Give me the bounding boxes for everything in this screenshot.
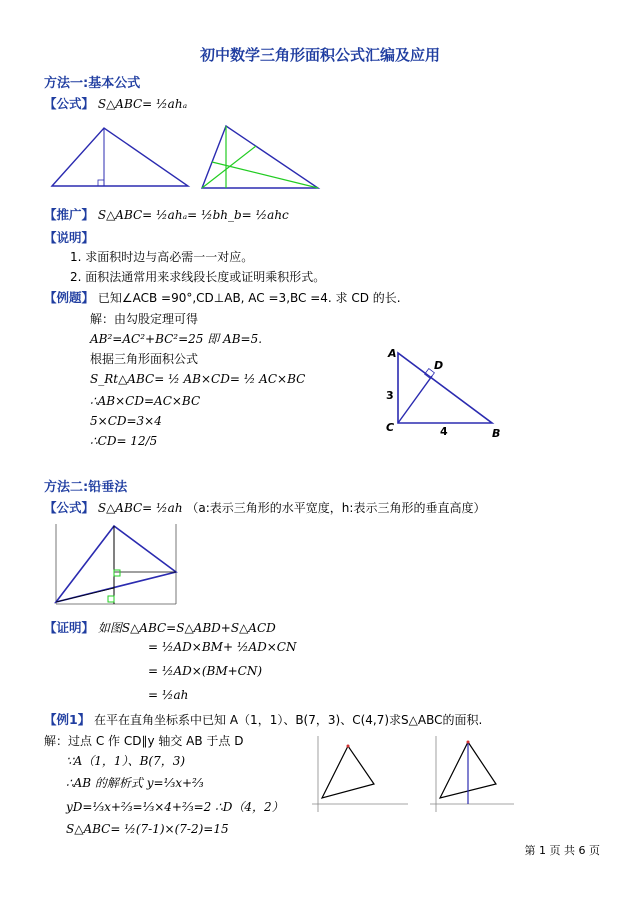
label-B: B bbox=[492, 427, 501, 440]
figure-vertical-method bbox=[48, 520, 188, 610]
note-item-2: 2. 面积法通常用来求线段长度或证明乘积形式。 bbox=[70, 270, 326, 284]
solution-line: 解：过点 C 作 CD∥y 轴交 AB 于点 D bbox=[44, 734, 244, 748]
solution-line: yD=⅓x+⅔=⅓×4+⅔=2 ∴D（4，2） bbox=[66, 800, 284, 814]
solution-line: 解：由勾股定理可得 bbox=[90, 312, 199, 326]
proof-line: = ½ah bbox=[148, 688, 189, 702]
proof-tag: 【证明】 bbox=[44, 620, 95, 635]
example-tag: 【例题】 bbox=[44, 290, 95, 305]
note-item-1: 1. 求面积时边与高必需一一对应。 bbox=[70, 250, 254, 264]
figure-three-heights bbox=[198, 122, 328, 197]
extension-tag: 【推广】 bbox=[44, 207, 95, 222]
method1-formula-row bbox=[44, 94, 187, 112]
solution-line: ∴AB×CD=AC×BC bbox=[90, 394, 201, 408]
method1-extension-row bbox=[44, 205, 289, 223]
example-text: 已知∠ACB =90°,CD⊥AB, AC =3,BC =4. 求 CD 的长. bbox=[97, 291, 401, 305]
solution-line: S△ABC= ½(7-1)×(7-2)=15 bbox=[66, 822, 229, 836]
figure-example-right-triangle bbox=[380, 345, 510, 440]
page-footer: 第 1 页 共 6 页 bbox=[524, 844, 600, 857]
method1-heading: 方法一:基本公式 bbox=[44, 76, 141, 91]
page-title: 初中数学三角形面积公式汇编及应用 bbox=[199, 46, 440, 64]
formula-text: S△ABC= ½ahₐ bbox=[97, 97, 188, 111]
label-A: A bbox=[388, 347, 397, 360]
formula-tag: 【公式】 bbox=[44, 96, 95, 111]
proof-line: 如图S△ABC=S△ABD+S△ACD bbox=[97, 621, 276, 635]
solution-line: 根据三角形面积公式 bbox=[90, 352, 199, 366]
method2-heading: 方法二:铅垂法 bbox=[44, 480, 128, 495]
proof-line: = ½AD×(BM+CN) bbox=[148, 664, 263, 678]
formula-tag: 【公式】 bbox=[44, 500, 95, 515]
solution-line: ∵A（1，1）、B(7，3) bbox=[66, 754, 186, 768]
formula-text: S△ABC= ½ah bbox=[97, 501, 183, 515]
label-D: D bbox=[434, 359, 444, 372]
solution-line: S_Rt△ABC= ½ AB×CD= ½ AC×BC bbox=[90, 372, 306, 386]
proof-line: = ½AD×BM+ ½AD×CN bbox=[148, 640, 297, 654]
label-C: C bbox=[386, 421, 395, 434]
label-side-ac: 3 bbox=[386, 389, 394, 402]
solution-line: 5×CD=3×4 bbox=[90, 414, 162, 428]
solution-line: ∴CD= 12/5 bbox=[90, 434, 158, 448]
label-side-cb: 4 bbox=[440, 425, 448, 438]
example1-tag: 【例1】 bbox=[44, 712, 91, 727]
figure-basic-triangle bbox=[48, 120, 198, 195]
example1-row bbox=[44, 710, 482, 728]
solution-line: AB²=AC²+BC²=25 即 AB=5. bbox=[90, 332, 263, 346]
figure-coord-triangle bbox=[308, 732, 518, 822]
note-tag: 【说明】 bbox=[44, 230, 95, 245]
solution-line: ∴AB 的解析式 y=⅓x+⅔ bbox=[66, 776, 204, 790]
formula-note: （a:表示三角形的水平宽度，h:表示三角形的垂直高度） bbox=[186, 501, 486, 515]
example-row bbox=[44, 288, 401, 306]
proof-row bbox=[44, 618, 276, 636]
extension-text: S△ABC= ½ahₐ= ½bh_b= ½ahc bbox=[97, 208, 289, 222]
method2-formula-row bbox=[44, 498, 485, 516]
example1-text: 在平在直角坐标系中已知 A（1，1）、B(7，3)、C(4,7)求S△ABC的面积. bbox=[94, 713, 483, 727]
